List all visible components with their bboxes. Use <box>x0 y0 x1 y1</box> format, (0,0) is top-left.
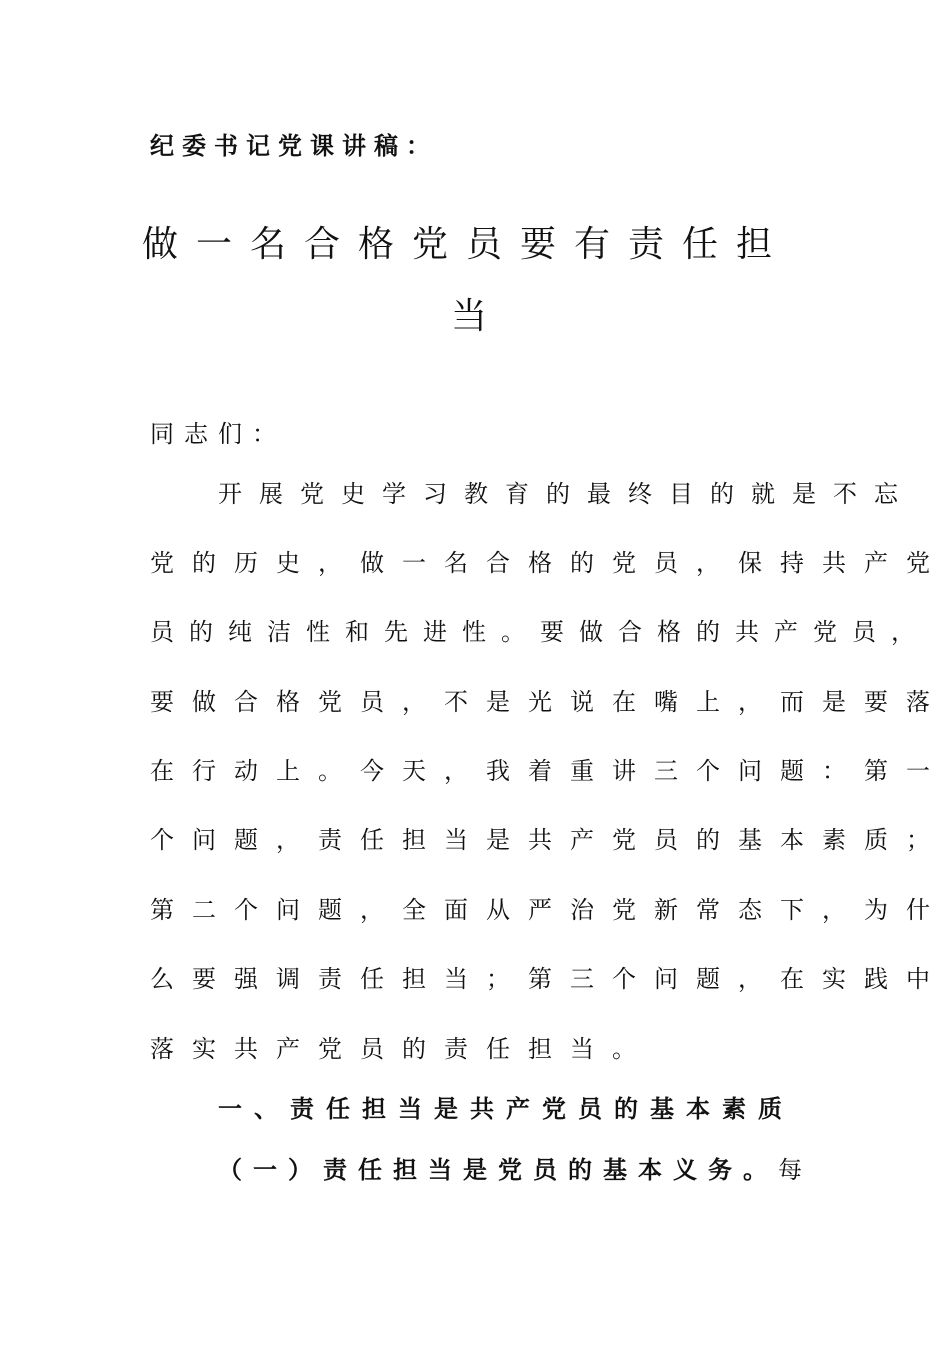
subsection-heading-1 <box>218 1150 813 1185</box>
subsection-text-start: 每 <box>778 1156 813 1184</box>
body-line-9: 落实共产党员的责任担当。 <box>150 1035 654 1063</box>
salutation: 同志们： <box>150 420 286 448</box>
body-line-4: 要做合格党员，不是光说在嘴上，而是要落 <box>150 688 948 716</box>
subsection-title: （一）责任担当是党员的基本义务。 <box>218 1156 778 1184</box>
body-line-8: 么要强调责任担当；第三个问题，在实践中 <box>150 965 948 993</box>
title-line-1: 做一名合格党员要有责任担 <box>142 224 791 265</box>
body-line-6: 个问题，责任担当是共产党员的基本素质； <box>150 826 948 854</box>
body-line-1: 开展党史学习教育的最终目的就是不忘 <box>218 480 915 508</box>
body-line-7: 第二个问题，全面从严治党新常态下，为什 <box>150 896 948 924</box>
title-line-2: 当 <box>451 296 506 337</box>
speech-kicker: 纪委书记党课讲稿： <box>150 132 438 160</box>
body-line-3: 员的纯洁性和先进性。要做合格的共产党员， <box>150 618 930 646</box>
body-line-5: 在行动上。今天，我着重讲三个问题：第一 <box>150 757 948 785</box>
body-line-2: 党的历史，做一名合格的党员，保持共产党 <box>150 549 948 577</box>
section-heading-1: 一、责任担当是共产党员的基本素质 <box>218 1095 794 1123</box>
